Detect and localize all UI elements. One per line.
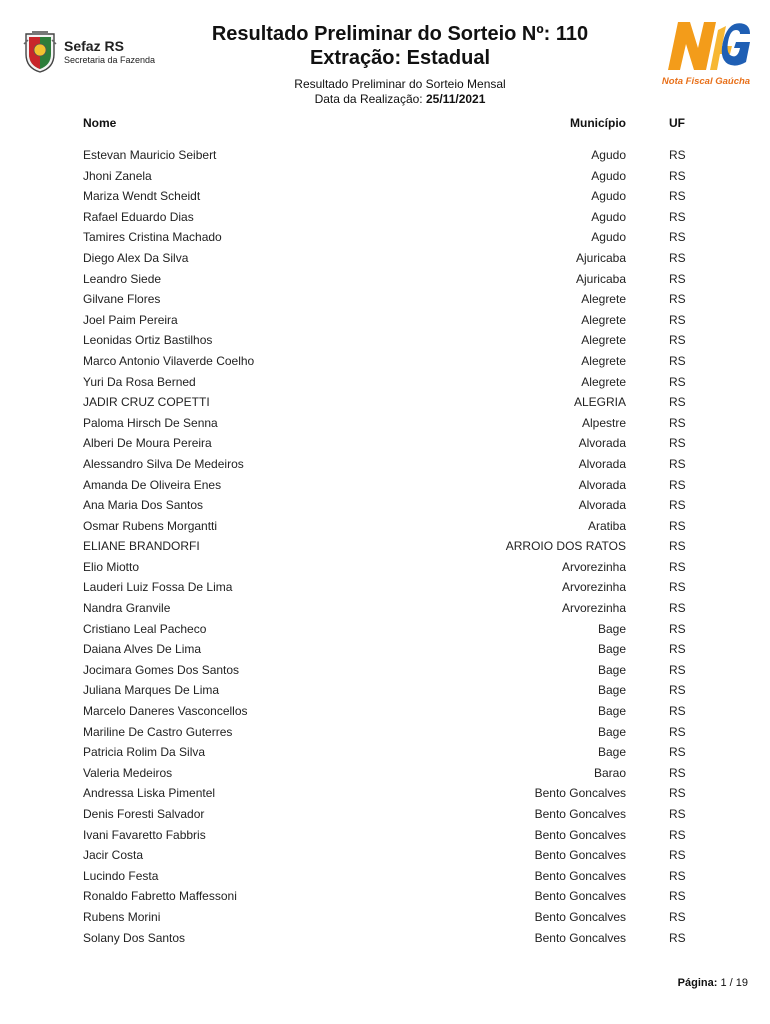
table-row bbox=[0, 227, 770, 248]
page-title bbox=[180, 22, 620, 70]
cell-uf: RS bbox=[669, 704, 686, 719]
cell-uf: RS bbox=[669, 209, 686, 224]
cell-municipio: Bage bbox=[597, 724, 626, 739]
cell-municipio: Alvorada bbox=[578, 436, 626, 451]
table-row bbox=[0, 825, 770, 846]
cell-uf: RS bbox=[669, 230, 686, 245]
cell-uf: RS bbox=[669, 786, 686, 801]
cell-municipio: Bento Goncalves bbox=[534, 909, 626, 924]
table-row bbox=[0, 742, 770, 763]
cell-nome: Andressa Liska Pimentel bbox=[83, 786, 216, 801]
cell-municipio: Bage bbox=[597, 745, 626, 760]
cell-municipio: Agudo bbox=[591, 168, 626, 183]
table-row bbox=[0, 495, 770, 516]
cell-municipio: Arvorezinha bbox=[561, 580, 626, 595]
date-line bbox=[180, 92, 620, 107]
cell-uf: RS bbox=[669, 662, 686, 677]
cell-municipio: Alvorada bbox=[578, 477, 626, 492]
table-row bbox=[0, 598, 770, 619]
cell-municipio: Agudo bbox=[591, 209, 626, 224]
table-row bbox=[0, 413, 770, 434]
cell-municipio: Aratiba bbox=[587, 518, 626, 533]
cell-uf: RS bbox=[669, 807, 686, 821]
table-row bbox=[0, 619, 770, 640]
cell-nome: Diego Alex Da Silva bbox=[83, 250, 189, 265]
cell-uf: RS bbox=[669, 518, 686, 533]
cell-uf: RS bbox=[669, 765, 686, 780]
cell-nome: Marco Antonio Vilaverde Coelho bbox=[83, 353, 255, 368]
page-number bbox=[678, 977, 748, 989]
cell-nome: Amanda De Oliveira Enes bbox=[83, 477, 222, 492]
cell-nome: Joel Paim Pereira bbox=[83, 312, 178, 327]
column-header-municipio: Município bbox=[570, 116, 626, 130]
table-row bbox=[0, 372, 770, 393]
table-row bbox=[0, 763, 770, 784]
table-row bbox=[0, 186, 770, 207]
results-table bbox=[0, 145, 770, 948]
cell-uf: RS bbox=[669, 148, 686, 162]
sefaz-logo-subtitle: Secretaria da Fazenda bbox=[64, 55, 156, 65]
cell-nome: Rubens Morini bbox=[83, 909, 161, 924]
table-row bbox=[0, 207, 770, 228]
cell-nome: Ronaldo Fabretto Maffessoni bbox=[83, 889, 237, 904]
cell-municipio: Alegrete bbox=[581, 312, 626, 327]
cell-municipio: Bento Goncalves bbox=[534, 930, 626, 945]
cell-uf: RS bbox=[669, 374, 686, 389]
table-row bbox=[0, 454, 770, 475]
cell-municipio: Alvorada bbox=[578, 456, 626, 471]
nota-fiscal-gaucha-logo bbox=[660, 14, 752, 90]
cell-uf: RS bbox=[669, 498, 686, 513]
date-label: Data da Realização: bbox=[314, 92, 423, 106]
cell-uf: RS bbox=[669, 580, 686, 595]
cell-municipio: Alegrete bbox=[581, 333, 626, 348]
date-value: 25/11/2021 bbox=[426, 92, 486, 106]
table-row bbox=[0, 433, 770, 454]
table-row bbox=[0, 269, 770, 290]
cell-uf: RS bbox=[669, 477, 686, 492]
cell-municipio: Agudo bbox=[591, 230, 626, 245]
table-row bbox=[0, 516, 770, 537]
cell-municipio: Ajuricaba bbox=[575, 271, 626, 286]
page-label: Página: bbox=[677, 977, 718, 989]
cell-nome: Ana Maria Dos Santos bbox=[83, 498, 204, 513]
cell-nome: Leandro Siede bbox=[83, 271, 162, 286]
cell-nome: ELIANE BRANDORFI bbox=[83, 539, 200, 554]
table-row bbox=[0, 804, 770, 825]
cell-municipio: Bento Goncalves bbox=[534, 827, 626, 842]
cell-nome: Marcelo Daneres Vasconcellos bbox=[83, 704, 248, 719]
cell-municipio: Barao bbox=[593, 765, 626, 780]
cell-nome: Juliana Marques De Lima bbox=[83, 683, 220, 698]
cell-nome: Nandra Granvile bbox=[83, 601, 171, 616]
cell-nome: Denis Foresti Salvador bbox=[83, 807, 205, 821]
table-row bbox=[0, 866, 770, 887]
cell-uf: RS bbox=[669, 827, 686, 842]
page-subtitle bbox=[180, 77, 620, 107]
table-row bbox=[0, 639, 770, 660]
cell-nome: Jacir Costa bbox=[83, 848, 144, 863]
cell-municipio: ALEGRIA bbox=[573, 395, 626, 410]
cell-uf: RS bbox=[669, 621, 686, 636]
cell-nome: Jocimara Gomes Dos Santos bbox=[83, 662, 240, 677]
cell-nome: Alessandro Silva De Medeiros bbox=[83, 456, 244, 471]
column-header-uf: UF bbox=[669, 116, 685, 130]
cell-uf: RS bbox=[669, 353, 686, 368]
cell-nome: Daiana Alves De Lima bbox=[83, 642, 202, 657]
cell-municipio: Alvorada bbox=[578, 498, 626, 513]
cell-uf: RS bbox=[669, 745, 686, 760]
title-line-2: Extração: Estadual bbox=[309, 47, 491, 69]
cell-uf: RS bbox=[669, 271, 686, 286]
cell-uf: RS bbox=[669, 250, 686, 265]
cell-uf: RS bbox=[669, 292, 686, 307]
cell-municipio: Alegrete bbox=[581, 353, 626, 368]
cell-municipio: ARROIO DOS RATOS bbox=[505, 539, 626, 554]
table-row bbox=[0, 577, 770, 598]
title-line-1: Resultado Preliminar do Sorteio Nº: 110 bbox=[211, 23, 589, 45]
cell-municipio: Bage bbox=[597, 662, 626, 677]
cell-nome: Paloma Hirsch De Senna bbox=[83, 415, 218, 430]
cell-uf: RS bbox=[669, 436, 686, 451]
table-row bbox=[0, 680, 770, 701]
nfg-logo-caption: Nota Fiscal Gaúcha bbox=[661, 76, 751, 87]
cell-municipio: Agudo bbox=[591, 148, 626, 162]
table-row bbox=[0, 928, 770, 949]
cell-nome: Mariline De Castro Guterres bbox=[83, 724, 233, 739]
cell-uf: RS bbox=[669, 539, 686, 554]
cell-nome: Osmar Rubens Morgantti bbox=[83, 518, 218, 533]
cell-municipio: Alegrete bbox=[581, 374, 626, 389]
cell-nome: Lucindo Festa bbox=[83, 868, 159, 883]
cell-nome: Rafael Eduardo Dias bbox=[83, 209, 194, 224]
cell-municipio: Alegrete bbox=[581, 292, 626, 307]
cell-uf: RS bbox=[669, 168, 686, 183]
cell-uf: RS bbox=[669, 909, 686, 924]
cell-nome: Patricia Rolim Da Silva bbox=[83, 745, 206, 760]
cell-uf: RS bbox=[669, 456, 686, 471]
column-header-nome: Nome bbox=[83, 116, 117, 130]
cell-uf: RS bbox=[669, 395, 686, 410]
cell-municipio: Alpestre bbox=[581, 415, 626, 430]
cell-municipio: Arvorezinha bbox=[561, 559, 626, 574]
cell-nome: Lauderi Luiz Fossa De Lima bbox=[83, 580, 233, 595]
cell-municipio: Bento Goncalves bbox=[534, 868, 626, 883]
table-row bbox=[0, 145, 770, 166]
table-row bbox=[0, 660, 770, 681]
cell-municipio: Bage bbox=[597, 683, 626, 698]
cell-municipio: Bento Goncalves bbox=[534, 848, 626, 863]
cell-uf: RS bbox=[669, 868, 686, 883]
cell-uf: RS bbox=[669, 189, 686, 204]
cell-municipio: Ajuricaba bbox=[575, 250, 626, 265]
table-row bbox=[0, 557, 770, 578]
cell-uf: RS bbox=[669, 683, 686, 698]
table-row bbox=[0, 536, 770, 557]
table-row bbox=[0, 392, 770, 413]
cell-nome: Mariza Wendt Scheidt bbox=[83, 189, 201, 204]
table-row bbox=[0, 701, 770, 722]
cell-municipio: Agudo bbox=[591, 189, 626, 204]
table-row bbox=[0, 845, 770, 866]
cell-municipio: Arvorezinha bbox=[561, 601, 626, 616]
table-row bbox=[0, 886, 770, 907]
rs-coat-of-arms-icon bbox=[22, 30, 58, 74]
page-value: 1 / 19 bbox=[720, 977, 748, 989]
table-row bbox=[0, 248, 770, 269]
sefaz-logo-title: Sefaz RS bbox=[64, 38, 124, 54]
cell-uf: RS bbox=[669, 642, 686, 657]
table-row bbox=[0, 289, 770, 310]
cell-nome: Valeria Medeiros bbox=[83, 765, 173, 780]
table-row bbox=[0, 475, 770, 496]
cell-uf: RS bbox=[669, 848, 686, 863]
cell-uf: RS bbox=[669, 312, 686, 327]
table-row bbox=[0, 907, 770, 928]
cell-municipio: Bage bbox=[597, 704, 626, 719]
cell-nome: Alberi De Moura Pereira bbox=[83, 436, 212, 451]
cell-nome: Estevan Mauricio Seibert bbox=[83, 148, 217, 162]
cell-nome: Yuri Da Rosa Berned bbox=[83, 374, 196, 389]
cell-nome: Elio Miotto bbox=[83, 559, 140, 574]
table-row bbox=[0, 783, 770, 804]
cell-municipio: Bage bbox=[597, 621, 626, 636]
cell-municipio: Bento Goncalves bbox=[534, 786, 626, 801]
cell-uf: RS bbox=[669, 415, 686, 430]
cell-nome: Jhoni Zanela bbox=[83, 168, 152, 183]
cell-uf: RS bbox=[669, 601, 686, 616]
cell-nome: Solany Dos Santos bbox=[83, 930, 186, 945]
nfg-logo-icon bbox=[660, 14, 752, 76]
cell-nome: Ivani Favaretto Fabbris bbox=[83, 827, 206, 842]
cell-uf: RS bbox=[669, 930, 686, 945]
table-row bbox=[0, 310, 770, 331]
sefaz-logo bbox=[22, 28, 172, 76]
cell-municipio: Bento Goncalves bbox=[534, 807, 626, 821]
cell-nome: Leonidas Ortiz Bastilhos bbox=[83, 333, 213, 348]
table-row bbox=[0, 722, 770, 743]
cell-municipio: Bento Goncalves bbox=[534, 889, 626, 904]
cell-municipio: Bage bbox=[597, 642, 626, 657]
cell-uf: RS bbox=[669, 889, 686, 904]
cell-nome: JADIR CRUZ COPETTI bbox=[83, 395, 210, 410]
cell-uf: RS bbox=[669, 333, 686, 348]
subtitle-line-1: Resultado Preliminar do Sorteio Mensal bbox=[294, 77, 506, 91]
table-row bbox=[0, 330, 770, 351]
cell-nome: Cristiano Leal Pacheco bbox=[83, 621, 207, 636]
table-row bbox=[0, 351, 770, 372]
cell-nome: Gilvane Flores bbox=[83, 292, 161, 307]
cell-nome: Tamires Cristina Machado bbox=[83, 230, 222, 245]
cell-uf: RS bbox=[669, 724, 686, 739]
table-row bbox=[0, 166, 770, 187]
cell-uf: RS bbox=[669, 559, 686, 574]
